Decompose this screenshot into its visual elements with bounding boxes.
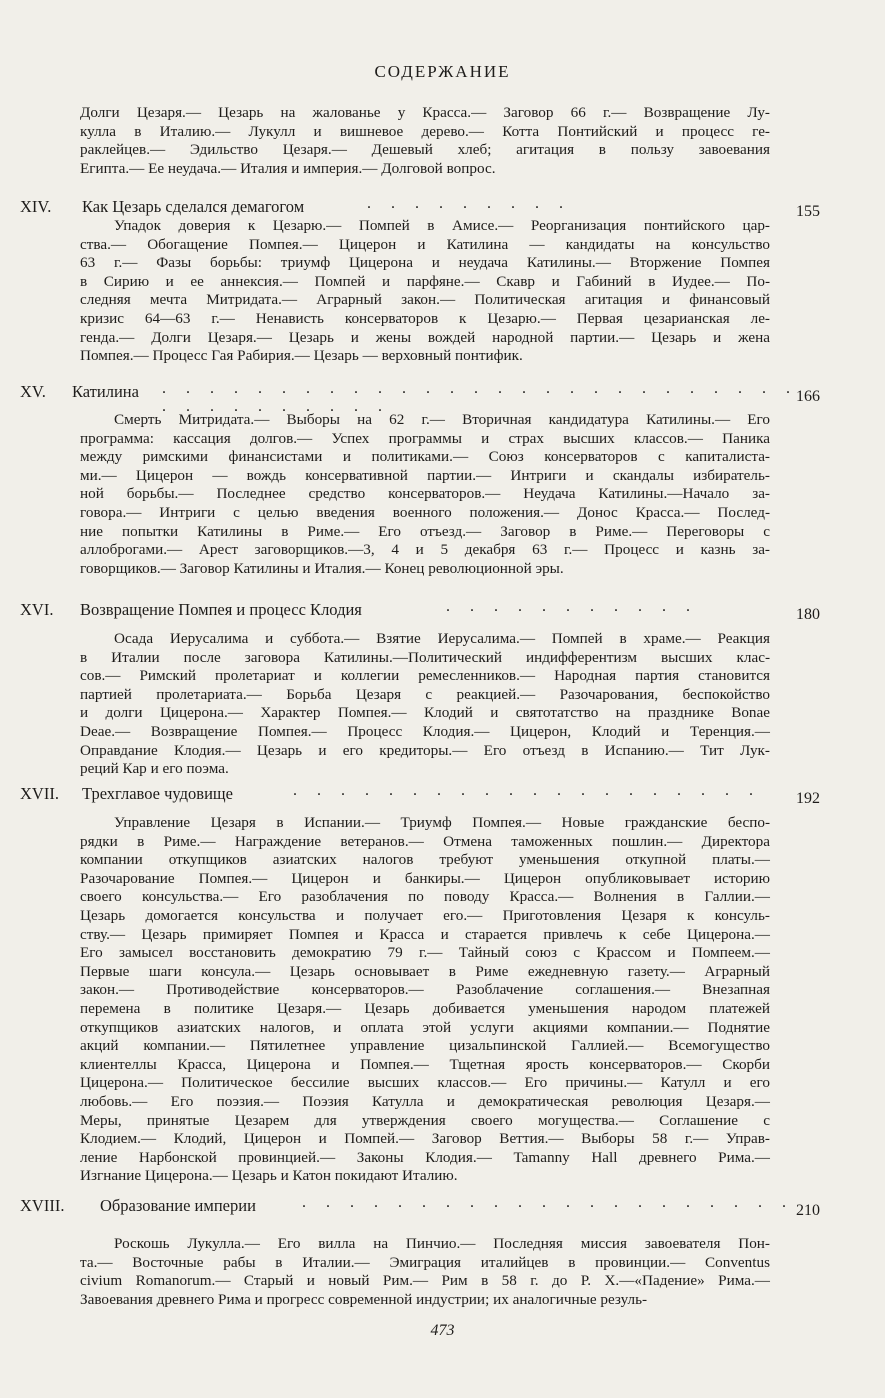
text-line: в Сирию и ее аннексия.— Помпей и парфяне.— Скавр и Габиний в Иудее.— По-	[80, 272, 770, 290]
text-line: реций Кар и его поэма.	[80, 760, 229, 778]
intro-paragraph	[80, 104, 770, 178]
chapter-title: Возвращение Помпея и процесс Клодия	[80, 600, 362, 619]
text-line: Цицерона.— Политическое бессилие высших классов.— Его причины.— Катулл и его	[80, 1074, 770, 1092]
text-line: рядки в Риме.— Награждение ветеранов.— Отмена таможенных пошлин.— Директора	[80, 832, 770, 850]
text-line: ной борьбы.— Последнее средство консерваторов.— Неудача Катилины.—Начало за-	[80, 485, 770, 503]
text-line: кулла в Италию.— Лукулл и вишневое дерево.— Котта Понтийский и процесс ге-	[80, 122, 770, 140]
chapter-title: Как Цезарь сделался демагогом	[82, 197, 305, 216]
text-line: клиентеллы Красса, Цицерона и Помпея.— Тщетная ярость консерваторов.— Скорби	[80, 1055, 770, 1073]
chapter-summary	[80, 411, 770, 578]
text-line: генда.— Долги Цезаря.— Цезарь и жены вождей народной партии.— Цезарь и жена	[80, 328, 770, 346]
chapter-heading[interactable]	[20, 197, 820, 219]
chapter-page-number: 155	[796, 203, 820, 220]
text-line: ние попытки Катилины в Риме.— Его отъезд.— Заговор в Риме.— Переговоры с	[80, 522, 770, 540]
chapter-number: XVII.	[20, 784, 59, 803]
chapter-heading[interactable]	[20, 784, 820, 806]
text-line: Первые шаги консула.— Цезарь основывает в Риме ежедневную газету.— Аграрный	[80, 962, 770, 980]
text-line: Цезарь домогается консульства и получает его.— Приготовления Цезаря к консуль-	[80, 906, 770, 924]
text-line: говорщиков.— Заговор Катилины и Италия.— Конец революционной эры.	[80, 559, 564, 577]
text-line: любовь.— Его поэзия.— Поэзия Катулла и демократическая революция Цезаря.—	[80, 1092, 770, 1110]
chapter-heading[interactable]	[20, 1196, 820, 1218]
page-number: 473	[430, 1322, 455, 1339]
text-line: аллоброгами.— Арест заговорщиков.—3, 4 и 5 декабря 63 г.— Процесс и казнь за-	[80, 541, 770, 559]
text-line: сов.— Римский пролетариат и коллегии ремесленников.— Народная партия становится	[80, 667, 770, 685]
text-line: акций компании.— Пятилетнее управление цизальпинской Галлией.— Всемогущество	[80, 1037, 770, 1055]
text-line: программа: кассация долгов.— Успех программы и страх высших классов.— Паника	[80, 429, 770, 447]
text-line: civium Romanorum.— Старый и новый Рим.— Рим в 58 г. до Р. Х.—«Падение» Рима.—	[80, 1272, 770, 1290]
leader-dots: . . . . . . . . . . .	[446, 598, 698, 615]
text-line: в Италии после заговора Катилины.—Политический индифферентизм высших клас-	[80, 648, 770, 666]
chapter-number: XIV.	[20, 197, 52, 216]
chapter-page-number: 180	[796, 606, 820, 623]
leader-dots: . . . . . . . . .	[367, 195, 571, 212]
leader-dots: . . . . . . . . . . . . . . . . . . . . . . . . . . . . . . . . . . . . .	[162, 380, 798, 415]
text-line: Управление Цезаря в Испании.— Триумф Помпея.— Новые гражданские беспо-	[114, 814, 770, 831]
chapter-number: XVIII.	[20, 1196, 65, 1215]
leader-dots: . . . . . . . . . . . . . . . . . . . . .	[302, 1194, 794, 1211]
text-line: партией пролетариата.— Борьба Цезаря с реакцией.— Разочарования, беспокойство	[80, 685, 770, 703]
text-line: ству.— Цезарь примиряет Помпея и Красса и старается привлечь к себе Цицерона.—	[80, 925, 770, 943]
chapter-page-number: 210	[796, 1202, 820, 1219]
text-line: 63 г.— Фазы борьбы: триумф Цицерона и неудача Катилины.— Вторжение Помпея	[80, 254, 770, 272]
text-line: своего консульства.— Его разоблачения по поводу Красса.— Волнения в Галлии.—	[80, 888, 770, 906]
chapter-title: Образование империи	[100, 1196, 256, 1215]
text-line: Смерть Митридата.— Выборы на 62 г.— Вторичная кандидатура Катилины.— Его	[114, 411, 770, 428]
text-line: Меры, принятые Цезарем для утверждения своего могущества.— Соглашение с	[80, 1111, 770, 1129]
text-line: следняя мечта Митридата.— Аграрный закон.— Политическая агитация и финансовый	[80, 291, 770, 309]
text-line: Его замысел восстановить демократию 79 г.— Тайный союз с Крассом и Помпеем.—	[80, 944, 770, 962]
chapter-summary	[80, 1235, 770, 1309]
text-line: Помпея.— Процесс Гая Рабирия.— Цезарь — верховный понтифик.	[80, 347, 523, 365]
text-line: говора.— Интриги с целью введения военного положения.— Донос Красса.— Послед-	[80, 503, 770, 521]
text-line: ление Нарбонской провинцией.— Законы Клодия.— Tamanny Hall древнего Рима.—	[80, 1148, 770, 1166]
chapter-heading[interactable]	[20, 380, 820, 415]
chapter-title: Трехглавое чудовище	[82, 784, 233, 803]
text-line: ми.— Цицерон — вождь консервативной партии.— Интриги и скандалы избиратель-	[80, 466, 770, 484]
text-line: Оправдание Клодия.— Цезарь и его кредиторы.— Его отъезд в Испанию.— Тит Лук-	[80, 741, 770, 759]
text-line: Разочарование Помпея.— Цицерон и банкиры.— Цицерон опубликовывает историю	[80, 869, 770, 887]
text-line: раклейцев.— Эдильство Цезаря.— Дешевый хлеб; агитация в пользу завоевания	[80, 141, 770, 159]
chapter-summary	[80, 630, 770, 779]
text-line: Завоевания древнего Рима и прогресс современной индустрии; их аналогичные резуль-	[80, 1290, 648, 1308]
text-line: Роскошь Лукулла.— Его вилла на Пинчио.— Последняя миссия завоевателя Пон-	[114, 1235, 770, 1252]
chapter-title: Катилина	[72, 382, 139, 401]
text-line: Осада Иерусалима и суббота.— Взятие Иерусалима.— Помпей в храме.— Реакция	[114, 630, 770, 647]
text-line: кризис 64—63 г.— Ненависть консерваторов к Цезарю.— Первая цезарианская ле-	[80, 309, 770, 327]
text-line: Клодием.— Клодий, Цицерон и Помпей.— Заговор Веттия.— Выборы 58 г.— Управ-	[80, 1130, 770, 1148]
text-line: перемена в политике Цезаря.— Цезарь добивается уменьшения народом платежей	[80, 999, 770, 1017]
chapter-summary	[80, 814, 770, 1186]
chapter-page-number: 166	[796, 388, 820, 405]
chapter-summary	[80, 217, 770, 366]
chapter-page-number: 192	[796, 790, 820, 807]
text-line: откупщиков азиатских налогов, и оплата этой услуги акциями компании.— Поднятие	[80, 1018, 770, 1036]
text-line: между римскими финансистами и политиками.— Союз консерваторов с капиталиста-	[80, 448, 770, 466]
text-line: ства.— Обогащение Помпея.— Цицерон и Катилина — кандидаты на консульство	[80, 235, 770, 253]
text-line: и долги Цицерона.— Характер Помпея.— Клодий и святотатство на празднике Bonae	[80, 704, 770, 722]
leader-dots: . . . . . . . . . . . . . . . . . . . .	[293, 782, 761, 799]
text-line: Изгнание Цицерона.— Цезарь и Катон покидают Италию.	[80, 1167, 458, 1185]
text-line: та.— Восточные рабы в Италии.— Эмиграция италийцев в провинции.— Conventus	[80, 1253, 770, 1271]
text-line: Упадок доверия к Цезарю.— Помпей в Амисе.— Реорганизация понтийского цар-	[114, 217, 770, 234]
text-line: Долги Цезаря.— Цезарь на жалованье у Красса.— Заговор 66 г.— Возвращение Лу-	[80, 104, 770, 121]
text-line: закон.— Противодействие консерваторов.— Разоблачение соглашения.— Внезапная	[80, 981, 770, 999]
chapter-heading[interactable]	[20, 600, 820, 622]
text-line: Египта.— Ее неудача.— Италия и империя.— Долговой вопрос.	[80, 159, 496, 177]
chapter-number: XV.	[20, 382, 46, 401]
text-line: компании откупщиков азиатских налогов требуют уменьшения откупной платы.—	[80, 851, 770, 869]
text-line: Deae.— Возвращение Помпея.— Процесс Клодия.— Цицерон, Клодий и Теренция.—	[80, 722, 770, 740]
page-header: СОДЕРЖАНИЕ	[374, 62, 511, 81]
chapter-number: XVI.	[20, 600, 54, 619]
